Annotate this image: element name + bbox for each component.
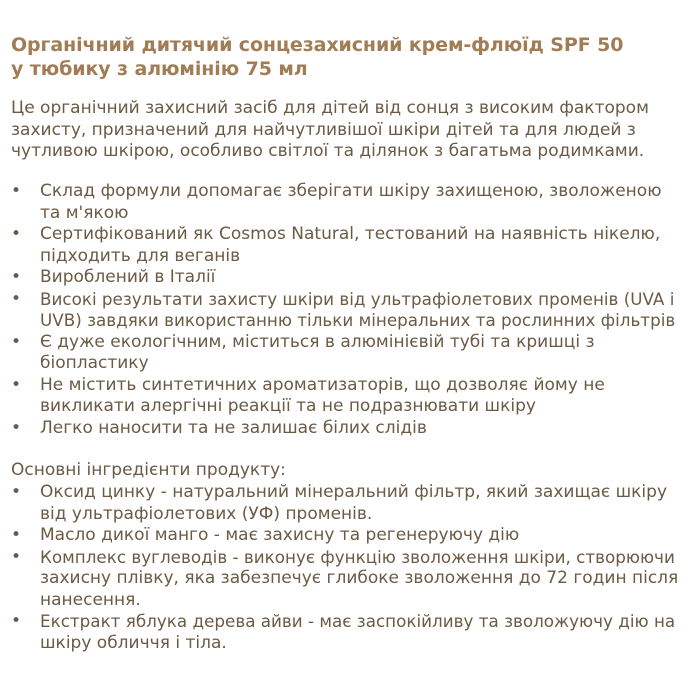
bullet-icon: • (11, 331, 22, 352)
ingredient-text: Комплекс вуглеводів - виконує функцію зволоження шкіри, створюючи (40, 546, 675, 567)
bullet-icon: • (11, 224, 22, 244)
feature-item (11, 418, 683, 440)
feature-item (11, 289, 683, 332)
feature-item (11, 224, 683, 267)
feature-item (11, 332, 683, 375)
feature-text: Легко наносити та не залишає білих слідів (40, 417, 427, 438)
ingredient-text: шкіру обличчя і тіла. (40, 632, 227, 653)
bullet-icon: • (11, 482, 22, 502)
intro-line: захисту, призначений для найчутливішої шкіри дітей та для людей з (11, 119, 636, 140)
bullet-icon: • (11, 417, 22, 438)
features-list (11, 181, 683, 439)
feature-item (11, 181, 683, 224)
product-title-line: Органічний дитячий сонцезахисний крем-флюїд SPF 50 (11, 34, 624, 56)
feature-text: Сертифікований як Cosmos Natural, тестований на наявність нікелю, (40, 224, 661, 244)
intro-line: чутливою шкірою, особливо світлої та ділянок з багатьма родимками. (11, 141, 645, 161)
feature-text: Є дуже екологічним, міститься в алюмінієвій тубі та кришці з (40, 331, 595, 352)
feature-text: Склад формули допомагає зберігати шкіру захищеною, зволоженою (40, 181, 662, 201)
bullet-icon: • (11, 611, 22, 631)
ingredient-item (11, 611, 683, 654)
product-title (11, 33, 683, 81)
feature-text: Високі результати захисту шкіри від ультрафіолетових променів (UVA і (40, 288, 675, 309)
product-intro (11, 98, 683, 163)
bullet-icon: • (11, 374, 22, 395)
feature-item (11, 375, 683, 418)
ingredient-item (11, 482, 683, 525)
ingredient-text: Екстракт яблука дерева айви - має заспокійливу та зволожуючу дію на (40, 611, 676, 631)
feature-text: Вироблений в Італії (40, 267, 216, 287)
feature-text: підходить для веганів (40, 245, 241, 266)
ingredient-item (11, 525, 683, 547)
feature-text: біопластику (40, 353, 149, 373)
intro-line: Це органічний захисний засіб для дітей від сонця з високим фактором (11, 98, 649, 118)
bullet-icon: • (11, 525, 22, 545)
ingredient-text: від ультрафіолетових (УФ) променів. (40, 503, 373, 524)
bullet-icon: • (11, 181, 22, 201)
ingredient-text: захисну плівку, яка забезпечує глибоке зволоження до 72 годин після (40, 568, 679, 588)
feature-text: та м'якою (40, 202, 129, 223)
ingredient-text: нанесення. (40, 589, 141, 610)
ingredients-list (11, 482, 683, 654)
feature-item (11, 267, 683, 289)
ingredient-text: Оксид цинку - натуральний мінеральний фільтр, який захищає шкіру (40, 482, 668, 502)
bullet-icon: • (11, 288, 22, 309)
feature-text: викликати алергічні реакції та не подразнювати шкіру (40, 396, 536, 416)
product-title-line: у тюбику з алюмінію 75 мл (11, 58, 308, 80)
feature-text: UVB) завдяки використанню тільки мінеральних та рослинних фільтрів (40, 310, 676, 330)
ingredient-item (11, 547, 683, 612)
bullet-icon: • (11, 546, 22, 567)
ingredient-text: Масло дикої манго - має захисну та регенеруючу дію (40, 525, 520, 545)
bullet-icon: • (11, 267, 22, 287)
feature-text: Не містить синтетичних ароматизаторів, що дозволяє йому не (40, 374, 605, 395)
ingredients-heading: Основні інгредієнти продукту: (11, 460, 286, 480)
